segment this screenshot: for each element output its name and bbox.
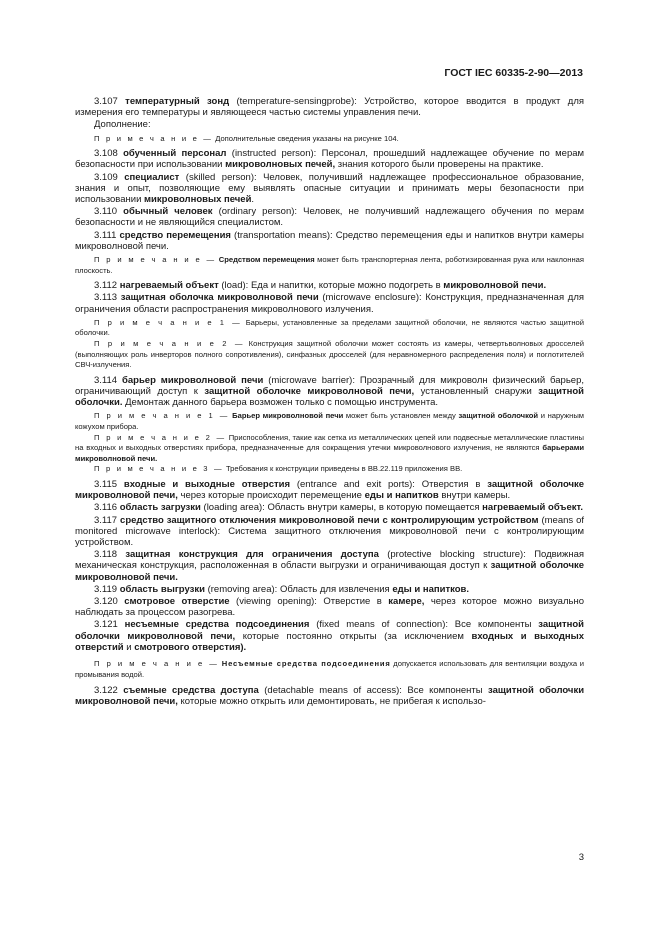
note-3-111	[75, 255, 584, 276]
term-definition: Демонтаж данного барьера возможен только с помощью инструмента.	[125, 397, 438, 409]
addition-label: Дополнение:	[94, 119, 151, 131]
note-text: Дополнительные сведения указаны на рисунке 104.	[215, 133, 399, 143]
term-english: (detachable means of access):	[264, 685, 402, 697]
term-title: обычный человек	[123, 206, 213, 218]
note-text: Приспособления, такие как сетка из металлических цепей или подвесные металлические пластины на входных и выходных отверстиях прибора, предназначенные для сокращения утечки микроволнового излучения, не являются	[75, 432, 584, 453]
term-number: 3.113	[94, 292, 118, 304]
note-label: П р и м е ч а н и е —	[94, 133, 214, 143]
term-title: специалист	[124, 171, 180, 183]
term-number: 3.108	[94, 148, 118, 160]
term-definition: которые постоянно открыты (за исключением	[242, 630, 464, 642]
term-definition: которые можно открыть или демонтировать, не прибегая к использо-	[180, 696, 486, 708]
term-reference: защитной оболочке микроволновой печи.	[75, 560, 584, 583]
term-title: смотровое отверстие	[124, 596, 230, 607]
note-3-121	[75, 659, 584, 680]
note-bold: Средством перемещения	[218, 255, 315, 265]
term-number: 3.120	[94, 596, 118, 607]
term-definition: Конструкция, предназначенная для ограничения области распространения микроволнового излучения.	[75, 292, 585, 315]
term-reference: еды и напитков	[364, 490, 439, 502]
term-definition: Персонал, прошедший надлежащее обучение по мерам безопасности при использовании	[75, 148, 585, 171]
term-definition: и	[126, 641, 132, 653]
term-reference: защитной оболочки микроволновой печи,	[75, 685, 585, 708]
term-reference: защитной оболочки микроволновой печи,	[75, 619, 584, 642]
term-3-114	[75, 375, 584, 409]
note-label: П р и м е ч а н и е 3 —	[94, 464, 224, 474]
term-definition: через которые происходит перемещение	[180, 490, 362, 502]
term-english: (protective blocking structure):	[387, 549, 526, 561]
term-3-109	[75, 172, 584, 206]
term-3-118	[75, 549, 584, 583]
term-number: 3.110	[94, 206, 118, 218]
note-3-114-2	[75, 433, 584, 465]
term-3-120	[75, 596, 584, 618]
term-title: обученный персонал	[123, 148, 227, 160]
term-title: несъемные средства подсоединения	[124, 619, 310, 631]
term-definition: внутри камеры.	[441, 490, 511, 502]
term-definition: Устройство, которое вводится в продукт для измерения его температуры и являющееся частью системы управления печи.	[75, 96, 585, 119]
term-definition: Система защитного отключения микроволновой печи с контролирующим устройством.	[75, 525, 584, 548]
term-definition: Человек, не получивший надлежащего обучения по мерам безопасности и не являющийся специалистом.	[75, 206, 585, 229]
note-label: П р и м е ч а н и е —	[94, 659, 220, 669]
term-number: 3.118	[94, 549, 118, 561]
term-definition: Средство перемещения еды и напитков внутри камеры микроволновой печи.	[75, 229, 584, 252]
term-number: 3.111	[94, 229, 117, 241]
term-english: (temperature-sensingprobe):	[236, 96, 357, 107]
term-reference: входных и выходных отверстий	[75, 630, 585, 653]
note-bold: защитной оболочкой	[458, 411, 539, 421]
note-3-107	[75, 134, 584, 145]
note-label: П р и м е ч а н и е 2 —	[94, 432, 227, 442]
term-english: (microwave enclosure):	[322, 292, 422, 304]
term-english: (load):	[221, 280, 249, 292]
note-text: допускается использовать для вентиляции воздуха и промывания водой.	[75, 659, 584, 679]
term-3-122	[75, 685, 584, 707]
term-definition: через которое можно визуально наблюдать за процессом разогрева.	[75, 596, 584, 619]
note-bold: Барьер микроволновой печи	[232, 411, 344, 421]
note-bold: Несъемные средства подсоединения	[221, 659, 391, 669]
term-reference: защитной оболочке микроволновой печи,	[204, 386, 415, 397]
term-english: (means of monitored microwave interlock):	[75, 514, 585, 537]
note-label: П р и м е ч а н и е 2 —	[94, 339, 245, 349]
term-title: барьер микроволновой печи	[122, 374, 264, 386]
term-3-112	[75, 280, 584, 291]
term-3-121	[75, 619, 584, 653]
term-reference: микроволновой печи.	[443, 280, 547, 292]
note-label: П р и м е ч а н и е 1 —	[94, 317, 242, 327]
note-label: П р и м е ч а н и е —	[94, 255, 217, 265]
term-reference: микроволновых печей	[144, 194, 252, 206]
term-definition: установленный снаружи	[420, 386, 532, 397]
term-reference: нагреваемый объект.	[482, 502, 583, 514]
term-3-115	[75, 479, 584, 501]
term-3-110	[75, 206, 584, 228]
note-3-114-1	[75, 411, 584, 432]
note-text: Барьеры, установленные за пределами защитной оболочки, не являются частью защитной оболочки.	[75, 317, 584, 338]
term-english: (skilled person):	[185, 171, 257, 183]
note-3-114-3	[75, 464, 584, 475]
term-number: 3.112	[94, 280, 118, 292]
term-english: (ordinary person):	[218, 206, 298, 218]
term-reference: еды и напитков.	[392, 583, 470, 595]
term-english: (instructed person):	[231, 148, 317, 160]
standard-header: ГОСТ IEC 60335-2-90—2013	[444, 67, 583, 79]
term-definition: Область внутри камеры, в которую помещается	[267, 502, 480, 514]
term-3-111	[75, 230, 584, 252]
term-number: 3.114	[94, 374, 118, 386]
term-definition: Еда и напитки, которые можно подогреть в	[250, 280, 441, 292]
document-body	[75, 96, 584, 709]
term-3-119	[75, 584, 584, 595]
term-reference: смотрового отверстия).	[134, 641, 247, 653]
term-number: 3.121	[94, 619, 118, 631]
note-text: может быть транспортерная лента, роботизированная рука или наклонная плоскость.	[75, 255, 584, 275]
term-definition: Прозрачный для микроволн физический барьер, ограничивающий доступ к	[75, 374, 584, 397]
note-text: Требования к конструкции приведены в ВВ.22.119 приложения ВВ.	[225, 464, 463, 474]
term-3-113	[75, 292, 584, 314]
note-text: и наружным кожухом прибора.	[75, 411, 584, 431]
term-definition: Все компоненты	[407, 685, 483, 697]
term-definition: Отверстие в	[323, 596, 382, 607]
term-number: 3.116	[94, 502, 118, 514]
note-label: П р и м е ч а н и е 1 —	[94, 411, 230, 421]
term-definition: Все компоненты	[454, 619, 532, 631]
term-3-107	[75, 96, 584, 118]
term-definition: Человек, получивший надлежащее профессиональное образование, знания и опыт, позволяющие ему выявлять опасные ситуации и принимать меры безопасности при использовании	[75, 171, 585, 206]
term-title: область выгрузки	[119, 583, 205, 595]
term-3-117	[75, 515, 584, 549]
term-title: защитная конструкция для ограничения доступа	[125, 549, 379, 561]
term-definition: Подвижная механическая конструкция, расположенная в области выгрузки и ограничивающая доступ к	[75, 549, 585, 572]
term-title: нагреваемый объект	[119, 280, 219, 292]
term-reference: микроволновых печей,	[225, 159, 336, 171]
note-text: Конструкция защитной оболочки может состоять из камеры, четвертьволновых дросселей (выполняющих роль инверторов полного сопротивления), синфазных дросселей (для неравномерного распределения поля) и поглотителей СВЧ-излучения.	[75, 339, 584, 370]
term-3-108	[75, 148, 584, 170]
term-3-116	[75, 502, 584, 513]
term-definition: Отверстия в	[421, 478, 481, 490]
term-number: 3.107	[94, 96, 118, 107]
term-english: (fixed means of connection):	[316, 619, 448, 631]
term-english: (viewing opening):	[236, 596, 317, 607]
term-english: (transportation means):	[234, 229, 333, 241]
note-text: может быть установлен между	[345, 411, 456, 421]
note-3-113-1	[75, 318, 584, 339]
term-title: защитная оболочка микроволновой печи	[120, 292, 319, 304]
term-title: область загрузки	[119, 502, 201, 514]
term-title: средство перемещения	[119, 229, 231, 241]
term-english: (entrance and exit ports):	[296, 478, 415, 490]
term-english: (microwave barrier):	[268, 374, 355, 386]
term-definition: Область для извлечения	[279, 583, 390, 595]
term-number: 3.109	[94, 171, 118, 183]
term-definition: знания которого были проверены на практике.	[337, 159, 544, 171]
note-bold: барьерами микроволновой печи.	[75, 443, 584, 463]
term-number: 3.119	[94, 583, 118, 595]
page-number: 3	[578, 852, 584, 863]
term-title: температурный зонд	[125, 96, 230, 107]
term-reference: защитной оболочке микроволновой печи,	[75, 478, 585, 502]
punctuation: .	[251, 194, 255, 206]
term-title: средство защитного отключения микроволновой печи с контролирующим устройством	[120, 514, 539, 526]
term-title: входные и выходные отверстия	[123, 478, 291, 490]
term-reference: защитной оболочки.	[75, 386, 585, 409]
term-english: (loading area):	[203, 502, 265, 514]
term-number: 3.115	[94, 478, 118, 490]
note-3-113-2	[75, 339, 584, 371]
term-reference: камере,	[388, 596, 425, 607]
term-number: 3.117	[94, 514, 118, 526]
term-title: съемные средства доступа	[123, 685, 259, 697]
term-english: (removing area):	[207, 583, 278, 595]
term-number: 3.122	[94, 685, 118, 697]
